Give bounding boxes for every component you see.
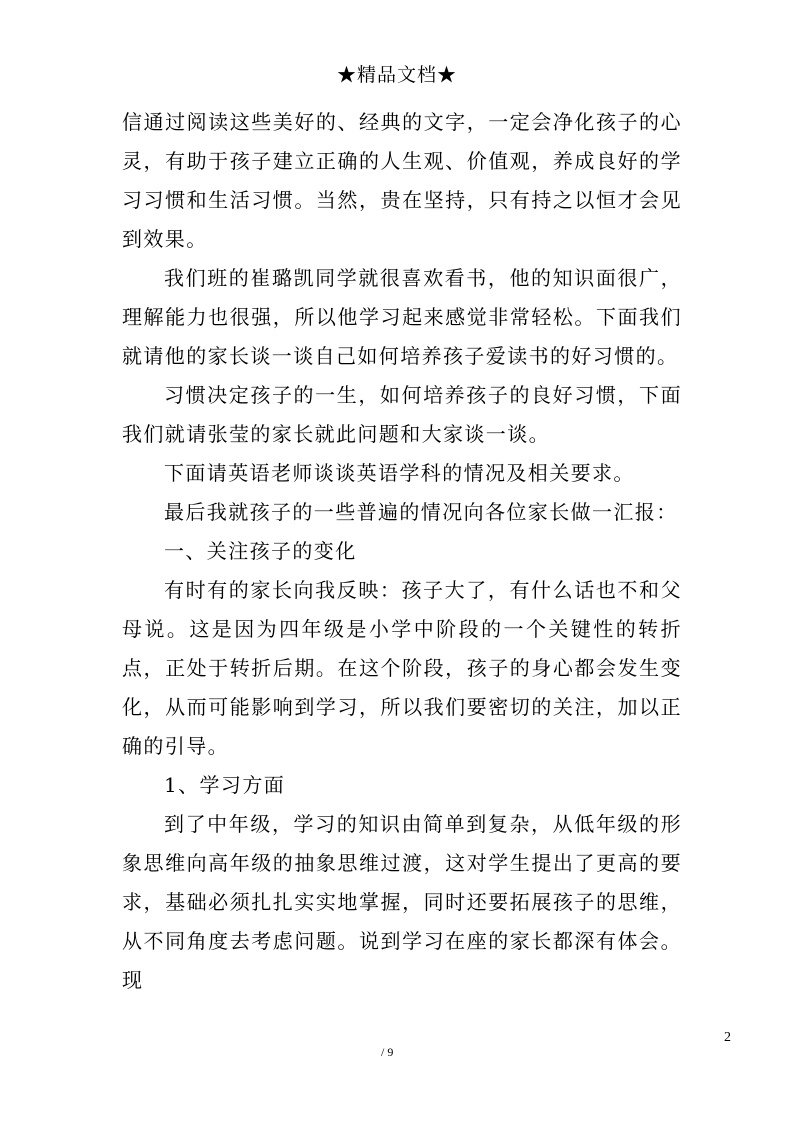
paragraph-5: 最后我就孩子的一些普遍的情况向各位家长做一汇报： bbox=[164, 500, 678, 524]
paragraph-4: 下面请英语老师谈谈英语学科的情况及相关要求。 bbox=[164, 461, 635, 485]
page-number: 2 bbox=[724, 1030, 731, 1045]
paragraph-3: 习惯决定孩子的一生，如何培养孩子的良好习惯，下面我们就请张莹的家长就此问题和大家谈一谈。 bbox=[122, 383, 682, 446]
paragraph-2: 我们班的崔璐凯同学就很喜欢看书，他的知识面很广，理解能力也很强，所以他学习起来感觉非常轻松。下面我们就请他的家长谈一谈自己如何培养孩子爱读书的好习惯的。 bbox=[122, 266, 682, 368]
paragraph-6: 有时有的家长向我反映：孩子大了，有什么话也不和父母说。这是因为四年级是小学中阶段的一个关键性的转折点，正处于转折后期。在这个阶段，孩子的身心都会发生变化，从而可能影响到学习，所以我们要密切的关注，加以正确的引导。 bbox=[122, 578, 682, 758]
page-total: / 9 bbox=[381, 1045, 394, 1059]
document-body bbox=[122, 103, 682, 1000]
paragraph-1: 信通过阅读这些美好的、经典的文字，一定会净化孩子的心灵，有助于孩子建立正确的人生观、价值观，养成良好的学习习惯和生活习惯。当然，贵在坚持，只有持之以恒才会见到效果。 bbox=[122, 110, 682, 251]
section-heading-1: 一、关注孩子的变化 bbox=[164, 539, 357, 563]
paragraph-7: 到了中年级，学习的知识由简单到复杂，从低年级的形象思维向高年级的抽象思维过渡，这对学生提出了更高的要求，基础必须扎扎实实地掌握，同时还要拓展孩子的思维，从不同角度去考虑问题。说到学习在座的家长都深有体会。现 bbox=[122, 812, 682, 992]
page-header-title: ★精品文档★ bbox=[336, 64, 457, 86]
subsection-heading-1: 1、学习方面 bbox=[164, 773, 286, 797]
